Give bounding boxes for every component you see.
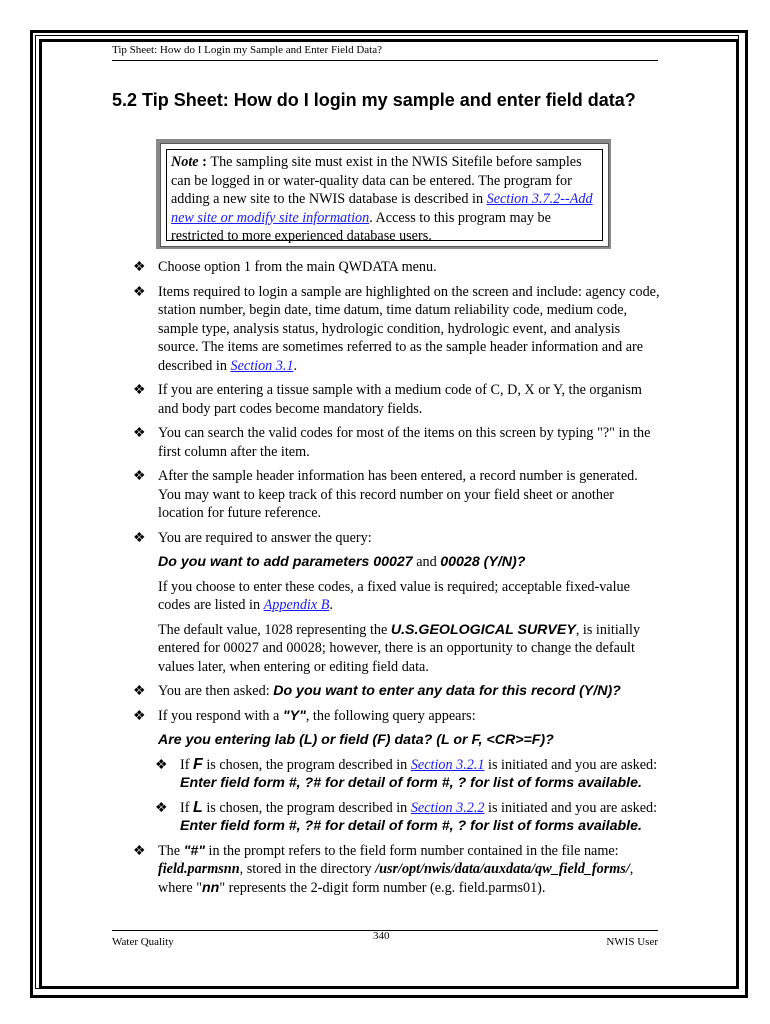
note-text: Note : The sampling site must exist in the NWIS Sitefile before samples can be logged in or water-quality data can be entered. The program for adding a new site to the NWIS database is described in Section 3.7.2--Add new site or modify site information. Access to this program may be restricted to more experienced database users.	[166, 149, 603, 241]
header-rule	[112, 60, 658, 61]
link-section-3-2-2[interactable]: Section 3.2.2	[410, 799, 485, 816]
list-item: ❖ You are then asked: Do you want to enter any data for this record (Y/N)?	[133, 683, 621, 699]
list-item: ❖ If you respond with a "Y", the following query appears:	[133, 707, 476, 724]
query-parameters: Do you want to add parameters 00027 and 00028 (Y/N)?	[158, 554, 526, 570]
bullet-icon: ❖	[155, 799, 168, 816]
page-title: 5.2 Tip Sheet: How do I login my sample and enter field data?	[112, 90, 636, 110]
footer-left: Water Quality	[112, 936, 174, 948]
bullet-icon: ❖	[133, 842, 146, 859]
paragraph-fixed-value: If you choose to enter these codes, a fixed value is required; acceptable fixed-value codes are listed in Appendix B.	[158, 578, 630, 613]
note-box	[160, 143, 609, 247]
page-number: 340	[373, 930, 390, 942]
list-item: ❖ The "#" in the prompt refers to the field form number contained in the file name: field.parmsnn, stored in the directory /usr/opt/nwis/data/auxdata/qw_field_forms/, where "nn" represents the 2-digit form number (e.g. field.parms01).	[133, 842, 634, 896]
list-item: ❖ If you are entering a tissue sample with a medium code of C, D, X or Y, the organism and body part codes become mandatory fields.	[133, 382, 642, 417]
note-label: Note	[171, 154, 199, 170]
link-section-3-1[interactable]: Section 3.1	[230, 357, 294, 374]
paragraph-default-value: The default value, 1028 representing the U.S.GEOLOGICAL SURVEY, is initially entered for 00027 and 00028; however, there is an opportunity to change the default values later, when entering or editing field data.	[158, 621, 641, 675]
list-item: ❖ Choose option 1 from the main QWDATA menu.	[133, 259, 437, 275]
bullet-icon: ❖	[133, 683, 146, 699]
bullet-icon: ❖	[133, 425, 146, 441]
running-header: Tip Sheet: How do I Login my Sample and Enter Field Data?	[112, 44, 382, 56]
bullet-icon: ❖	[133, 283, 146, 300]
link-section-3-7-2[interactable]: Section 3.7.2--Add new site or modify site information	[171, 191, 593, 226]
query-lab-or-field: Are you entering lab (L) or field (F) data? (L or F, <CR>=F)?	[158, 732, 554, 748]
link-section-3-2-1[interactable]: Section 3.2.1	[410, 756, 485, 773]
bullet-icon: ❖	[133, 259, 146, 275]
list-item: ❖ You are required to answer the query:	[133, 529, 372, 546]
main-content	[133, 258, 663, 903]
bullet-icon: ❖	[133, 382, 146, 398]
bullet-icon: ❖	[133, 707, 146, 724]
bullet-icon: ❖	[133, 529, 146, 546]
link-appendix-b[interactable]: Appendix B	[263, 597, 330, 613]
bullet-icon: ❖	[133, 468, 146, 484]
list-item: ❖ You can search the valid codes for most of the items on this screen by typing "?" in the first column after the item.	[133, 425, 651, 460]
footer-right: NWIS User	[606, 936, 658, 948]
bullet-icon: ❖	[155, 756, 168, 773]
list-item: ❖ Items required to login a sample are highlighted on the screen and include: agency code, station number, begin date, time datum, time datum reliability code, medium code, sample type, analysis status, hydrologic condition, hydrologic event, and analysis source. The items are sometimes referred to as the sample header information and are described in Section 3.1.	[133, 283, 660, 374]
list-item: ❖ After the sample header information has been entered, a record number is generated. You may want to keep track of this record number on your field sheet or another location for future reference.	[133, 468, 638, 521]
sub-list-item: ❖ If F is chosen, the program described in Section 3.2.1 is initiated and you are asked: Enter field form #, ?# for detail of form #, ? for list of forms available.	[155, 755, 658, 791]
sub-list-item: ❖ If L is chosen, the program described in Section 3.2.2 is initiated and you are asked: Enter field form #, ?# for detail of form #, ? for list of forms available.	[155, 798, 658, 834]
